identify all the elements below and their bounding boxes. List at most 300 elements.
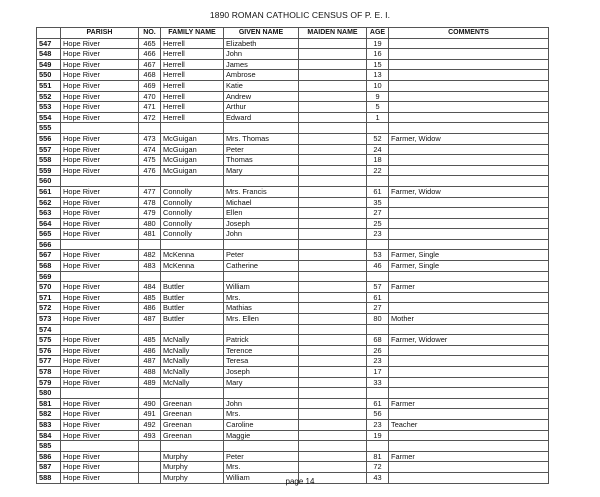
age-cell: 81 bbox=[367, 451, 389, 462]
row-number: 553 bbox=[37, 102, 61, 113]
age-cell: 13 bbox=[367, 70, 389, 81]
table-row bbox=[37, 144, 549, 155]
table-row bbox=[37, 398, 549, 409]
maiden-name-cell bbox=[299, 377, 367, 388]
parish-cell: Hope River bbox=[61, 229, 139, 240]
table-row bbox=[37, 133, 549, 144]
given-name-cell: Catherine bbox=[224, 261, 299, 272]
table-row bbox=[37, 409, 549, 420]
given-name-cell bbox=[224, 441, 299, 452]
row-number: 558 bbox=[37, 155, 61, 166]
parish-cell: Hope River bbox=[61, 80, 139, 91]
no-cell: 487 bbox=[139, 356, 161, 367]
maiden-name-cell bbox=[299, 208, 367, 219]
row-number: 565 bbox=[37, 229, 61, 240]
no-cell bbox=[139, 239, 161, 250]
comments-cell: Farmer bbox=[389, 282, 549, 293]
given-name-cell: John bbox=[224, 229, 299, 240]
maiden-name-cell bbox=[299, 133, 367, 144]
age-cell: 46 bbox=[367, 261, 389, 272]
family-name-cell: McNally bbox=[161, 356, 224, 367]
table-row bbox=[37, 208, 549, 219]
parish-cell bbox=[61, 123, 139, 134]
no-cell bbox=[139, 176, 161, 187]
age-cell: 17 bbox=[367, 367, 389, 378]
no-cell: 491 bbox=[139, 409, 161, 420]
table-row bbox=[37, 345, 549, 356]
given-name-cell: Mrs. bbox=[224, 409, 299, 420]
given-name-cell: James bbox=[224, 59, 299, 70]
given-name-cell: Peter bbox=[224, 451, 299, 462]
maiden-name-cell bbox=[299, 80, 367, 91]
table-row bbox=[37, 218, 549, 229]
family-name-cell: Buttler bbox=[161, 314, 224, 325]
comments-cell bbox=[389, 218, 549, 229]
age-cell: 22 bbox=[367, 165, 389, 176]
family-name-cell: Herrell bbox=[161, 102, 224, 113]
given-name-cell: Peter bbox=[224, 144, 299, 155]
parish-cell: Hope River bbox=[61, 430, 139, 441]
family-name-cell bbox=[161, 271, 224, 282]
age-cell: 61 bbox=[367, 186, 389, 197]
age-cell: 24 bbox=[367, 144, 389, 155]
row-number: 568 bbox=[37, 261, 61, 272]
parish-cell: Hope River bbox=[61, 409, 139, 420]
parish-cell: Hope River bbox=[61, 208, 139, 219]
family-name-cell: McGuigan bbox=[161, 133, 224, 144]
row-number: 572 bbox=[37, 303, 61, 314]
table-row bbox=[37, 155, 549, 166]
parish-cell bbox=[61, 441, 139, 452]
row-number: 582 bbox=[37, 409, 61, 420]
family-name-cell bbox=[161, 441, 224, 452]
given-name-cell: Terence bbox=[224, 345, 299, 356]
row-number: 557 bbox=[37, 144, 61, 155]
maiden-name-cell bbox=[299, 112, 367, 123]
family-name-cell: Murphy bbox=[161, 462, 224, 473]
family-name-cell: Buttler bbox=[161, 292, 224, 303]
table-row bbox=[37, 451, 549, 462]
maiden-name-cell bbox=[299, 271, 367, 282]
family-name-cell: Herrell bbox=[161, 49, 224, 60]
row-number: 584 bbox=[37, 430, 61, 441]
table-row bbox=[37, 229, 549, 240]
no-cell: 485 bbox=[139, 335, 161, 346]
comments-cell bbox=[389, 292, 549, 303]
parish-cell: Hope River bbox=[61, 102, 139, 113]
comments-cell bbox=[389, 441, 549, 452]
no-cell bbox=[139, 388, 161, 399]
row-number: 585 bbox=[37, 441, 61, 452]
age-cell bbox=[367, 388, 389, 399]
maiden-name-cell bbox=[299, 451, 367, 462]
age-cell: 68 bbox=[367, 335, 389, 346]
given-name-cell: John bbox=[224, 49, 299, 60]
age-cell: 61 bbox=[367, 398, 389, 409]
given-name-cell: Peter bbox=[224, 250, 299, 261]
given-name-cell bbox=[224, 123, 299, 134]
table-row bbox=[37, 112, 549, 123]
maiden-name-cell bbox=[299, 324, 367, 335]
no-cell: 490 bbox=[139, 398, 161, 409]
age-cell: 9 bbox=[367, 91, 389, 102]
given-name-cell: Elizabeth bbox=[224, 38, 299, 49]
comments-cell bbox=[389, 102, 549, 113]
family-name-cell: Connolly bbox=[161, 186, 224, 197]
age-cell: 10 bbox=[367, 80, 389, 91]
table-row bbox=[37, 250, 549, 261]
comments-cell bbox=[389, 239, 549, 250]
comments-cell bbox=[389, 197, 549, 208]
table-row bbox=[37, 176, 549, 187]
maiden-name-cell bbox=[299, 70, 367, 81]
maiden-name-cell bbox=[299, 155, 367, 166]
family-name-cell: Greenan bbox=[161, 398, 224, 409]
row-number: 577 bbox=[37, 356, 61, 367]
given-name-cell: Joseph bbox=[224, 367, 299, 378]
age-cell bbox=[367, 324, 389, 335]
table-row bbox=[37, 59, 549, 70]
comments-cell: Farmer bbox=[389, 398, 549, 409]
comments-cell bbox=[389, 356, 549, 367]
family-name-cell: Herrell bbox=[161, 80, 224, 91]
family-name-cell: Greenan bbox=[161, 409, 224, 420]
comments-cell bbox=[389, 70, 549, 81]
no-cell: 468 bbox=[139, 70, 161, 81]
no-cell: 465 bbox=[139, 38, 161, 49]
maiden-name-cell bbox=[299, 367, 367, 378]
comments-cell bbox=[389, 144, 549, 155]
family-name-cell: McGuigan bbox=[161, 165, 224, 176]
no-cell: 475 bbox=[139, 155, 161, 166]
table-row bbox=[37, 303, 549, 314]
no-cell bbox=[139, 324, 161, 335]
no-cell bbox=[139, 441, 161, 452]
maiden-name-cell bbox=[299, 292, 367, 303]
no-cell bbox=[139, 271, 161, 282]
table-row bbox=[37, 123, 549, 134]
family-name-cell bbox=[161, 176, 224, 187]
row-number: 547 bbox=[37, 38, 61, 49]
comments-cell bbox=[389, 388, 549, 399]
row-number: 555 bbox=[37, 123, 61, 134]
given-name-cell: Mrs. bbox=[224, 462, 299, 473]
maiden-name-cell bbox=[299, 409, 367, 420]
row-number: 549 bbox=[37, 59, 61, 70]
row-number: 550 bbox=[37, 70, 61, 81]
family-name-cell: Greenan bbox=[161, 419, 224, 430]
row-number: 571 bbox=[37, 292, 61, 303]
row-number: 564 bbox=[37, 218, 61, 229]
comments-cell bbox=[389, 155, 549, 166]
parish-cell bbox=[61, 176, 139, 187]
comments-cell bbox=[389, 165, 549, 176]
no-cell: 486 bbox=[139, 345, 161, 356]
parish-cell: Hope River bbox=[61, 49, 139, 60]
age-cell: 80 bbox=[367, 314, 389, 325]
table-row bbox=[37, 441, 549, 452]
comments-cell bbox=[389, 112, 549, 123]
age-cell: 1 bbox=[367, 112, 389, 123]
table-row bbox=[37, 70, 549, 81]
age-cell: 19 bbox=[367, 430, 389, 441]
table-row bbox=[37, 197, 549, 208]
given-name-cell: John bbox=[224, 398, 299, 409]
no-cell: 489 bbox=[139, 377, 161, 388]
maiden-name-cell bbox=[299, 38, 367, 49]
table-row bbox=[37, 292, 549, 303]
comments-cell: Farmer bbox=[389, 451, 549, 462]
family-name-cell: Buttler bbox=[161, 282, 224, 293]
comments-cell bbox=[389, 409, 549, 420]
parish-cell: Hope River bbox=[61, 292, 139, 303]
row-number: 576 bbox=[37, 345, 61, 356]
no-cell: 485 bbox=[139, 292, 161, 303]
parish-cell: Hope River bbox=[61, 462, 139, 473]
parish-cell: Hope River bbox=[61, 314, 139, 325]
no-cell: 477 bbox=[139, 186, 161, 197]
family-name-cell: Herrell bbox=[161, 112, 224, 123]
comments-cell: Mother bbox=[389, 314, 549, 325]
parish-cell: Hope River bbox=[61, 472, 139, 483]
no-cell: 474 bbox=[139, 144, 161, 155]
parish-cell: Hope River bbox=[61, 377, 139, 388]
no-cell: 478 bbox=[139, 197, 161, 208]
row-number: 570 bbox=[37, 282, 61, 293]
maiden-name-cell bbox=[299, 261, 367, 272]
given-name-cell bbox=[224, 324, 299, 335]
comments-cell: Farmer, Widow bbox=[389, 186, 549, 197]
family-name-cell: McNally bbox=[161, 367, 224, 378]
comments-cell bbox=[389, 80, 549, 91]
table-row bbox=[37, 462, 549, 473]
no-cell: 492 bbox=[139, 419, 161, 430]
comments-cell: Farmer, Single bbox=[389, 261, 549, 272]
given-name-cell: Teresa bbox=[224, 356, 299, 367]
family-name-cell: Herrell bbox=[161, 70, 224, 81]
age-cell: 25 bbox=[367, 218, 389, 229]
no-cell: 470 bbox=[139, 91, 161, 102]
row-number: 569 bbox=[37, 271, 61, 282]
comments-cell: Farmer, Widower bbox=[389, 335, 549, 346]
family-name-cell: McNally bbox=[161, 335, 224, 346]
table-row bbox=[37, 388, 549, 399]
parish-cell: Hope River bbox=[61, 59, 139, 70]
given-name-cell bbox=[224, 239, 299, 250]
age-cell: 53 bbox=[367, 250, 389, 261]
comments-cell bbox=[389, 38, 549, 49]
given-name-cell: Patrick bbox=[224, 335, 299, 346]
comments-cell bbox=[389, 176, 549, 187]
no-cell: 473 bbox=[139, 133, 161, 144]
family-name-cell: McNally bbox=[161, 377, 224, 388]
no-cell: 486 bbox=[139, 303, 161, 314]
parish-cell bbox=[61, 324, 139, 335]
maiden-name-cell bbox=[299, 176, 367, 187]
page-number: page 14 bbox=[285, 477, 315, 486]
row-number: 574 bbox=[37, 324, 61, 335]
maiden-name-cell bbox=[299, 398, 367, 409]
parish-cell: Hope River bbox=[61, 165, 139, 176]
row-number: 561 bbox=[37, 186, 61, 197]
given-name-cell: Mathias bbox=[224, 303, 299, 314]
table-row bbox=[37, 165, 549, 176]
family-name-cell: Connolly bbox=[161, 208, 224, 219]
given-name-cell: Katie bbox=[224, 80, 299, 91]
no-cell: 476 bbox=[139, 165, 161, 176]
parish-cell: Hope River bbox=[61, 419, 139, 430]
table-row bbox=[37, 91, 549, 102]
header-given-name: GIVEN NAME bbox=[224, 28, 299, 39]
maiden-name-cell bbox=[299, 218, 367, 229]
given-name-cell: Maggie bbox=[224, 430, 299, 441]
header-parish: PARISH bbox=[61, 28, 139, 39]
table-row bbox=[37, 38, 549, 49]
age-cell: 56 bbox=[367, 409, 389, 420]
comments-cell bbox=[389, 367, 549, 378]
maiden-name-cell bbox=[299, 356, 367, 367]
given-name-cell: Ambrose bbox=[224, 70, 299, 81]
comments-cell bbox=[389, 303, 549, 314]
parish-cell bbox=[61, 239, 139, 250]
row-number: 551 bbox=[37, 80, 61, 91]
census-table bbox=[36, 27, 549, 484]
age-cell: 27 bbox=[367, 303, 389, 314]
parish-cell: Hope River bbox=[61, 282, 139, 293]
comments-cell bbox=[389, 430, 549, 441]
table-row bbox=[37, 80, 549, 91]
family-name-cell: Herrell bbox=[161, 91, 224, 102]
given-name-cell bbox=[224, 271, 299, 282]
row-number: 560 bbox=[37, 176, 61, 187]
row-number: 583 bbox=[37, 419, 61, 430]
family-name-cell: Herrell bbox=[161, 38, 224, 49]
page-title: 1890 ROMAN CATHOLIC CENSUS OF P. E. I. bbox=[209, 10, 391, 20]
census-body bbox=[37, 38, 549, 483]
given-name-cell: Ellen bbox=[224, 208, 299, 219]
no-cell: 488 bbox=[139, 367, 161, 378]
parish-cell: Hope River bbox=[61, 218, 139, 229]
maiden-name-cell bbox=[299, 430, 367, 441]
header-row bbox=[37, 28, 549, 39]
row-number: 554 bbox=[37, 112, 61, 123]
family-name-cell: McGuigan bbox=[161, 144, 224, 155]
maiden-name-cell bbox=[299, 239, 367, 250]
row-number: 563 bbox=[37, 208, 61, 219]
no-cell bbox=[139, 123, 161, 134]
family-name-cell: McKenna bbox=[161, 250, 224, 261]
no-cell: 493 bbox=[139, 430, 161, 441]
age-cell bbox=[367, 271, 389, 282]
given-name-cell: William bbox=[224, 472, 299, 483]
age-cell bbox=[367, 239, 389, 250]
no-cell bbox=[139, 462, 161, 473]
family-name-cell bbox=[161, 123, 224, 134]
maiden-name-cell bbox=[299, 388, 367, 399]
comments-cell bbox=[389, 91, 549, 102]
given-name-cell: Mrs. Ellen bbox=[224, 314, 299, 325]
family-name-cell: Greenan bbox=[161, 430, 224, 441]
table-row bbox=[37, 186, 549, 197]
age-cell bbox=[367, 441, 389, 452]
no-cell: 466 bbox=[139, 49, 161, 60]
given-name-cell bbox=[224, 388, 299, 399]
age-cell bbox=[367, 176, 389, 187]
parish-cell: Hope River bbox=[61, 112, 139, 123]
header-rownum bbox=[37, 28, 61, 39]
comments-cell bbox=[389, 208, 549, 219]
family-name-cell: Connolly bbox=[161, 197, 224, 208]
parish-cell: Hope River bbox=[61, 356, 139, 367]
family-name-cell: Connolly bbox=[161, 229, 224, 240]
row-number: 580 bbox=[37, 388, 61, 399]
table-row bbox=[37, 239, 549, 250]
family-name-cell bbox=[161, 388, 224, 399]
row-number: 581 bbox=[37, 398, 61, 409]
table-row bbox=[37, 367, 549, 378]
table-row bbox=[37, 261, 549, 272]
given-name-cell: Mrs. bbox=[224, 292, 299, 303]
given-name-cell: Edward bbox=[224, 112, 299, 123]
given-name-cell: Mrs. Francis bbox=[224, 186, 299, 197]
parish-cell: Hope River bbox=[61, 197, 139, 208]
family-name-cell: McKenna bbox=[161, 261, 224, 272]
table-row bbox=[37, 271, 549, 282]
row-number: 548 bbox=[37, 49, 61, 60]
comments-cell bbox=[389, 123, 549, 134]
age-cell: 33 bbox=[367, 377, 389, 388]
given-name-cell bbox=[224, 176, 299, 187]
given-name-cell: Mrs. Thomas bbox=[224, 133, 299, 144]
no-cell: 481 bbox=[139, 229, 161, 240]
maiden-name-cell bbox=[299, 186, 367, 197]
parish-cell: Hope River bbox=[61, 91, 139, 102]
maiden-name-cell bbox=[299, 59, 367, 70]
row-number: 573 bbox=[37, 314, 61, 325]
maiden-name-cell bbox=[299, 303, 367, 314]
age-cell: 5 bbox=[367, 102, 389, 113]
age-cell: 23 bbox=[367, 419, 389, 430]
given-name-cell: Andrew bbox=[224, 91, 299, 102]
table-row bbox=[37, 335, 549, 346]
maiden-name-cell bbox=[299, 102, 367, 113]
parish-cell bbox=[61, 271, 139, 282]
age-cell: 52 bbox=[367, 133, 389, 144]
age-cell bbox=[367, 123, 389, 134]
header-no: NO. bbox=[139, 28, 161, 39]
given-name-cell: William bbox=[224, 282, 299, 293]
age-cell: 23 bbox=[367, 229, 389, 240]
given-name-cell: Mary bbox=[224, 377, 299, 388]
no-cell: 472 bbox=[139, 112, 161, 123]
no-cell: 483 bbox=[139, 261, 161, 272]
maiden-name-cell bbox=[299, 462, 367, 473]
age-cell: 35 bbox=[367, 197, 389, 208]
given-name-cell: Thomas bbox=[224, 155, 299, 166]
age-cell: 23 bbox=[367, 356, 389, 367]
maiden-name-cell bbox=[299, 314, 367, 325]
row-number: 559 bbox=[37, 165, 61, 176]
parish-cell: Hope River bbox=[61, 133, 139, 144]
parish-cell: Hope River bbox=[61, 38, 139, 49]
age-cell: 16 bbox=[367, 49, 389, 60]
row-number: 567 bbox=[37, 250, 61, 261]
row-number: 586 bbox=[37, 451, 61, 462]
table-row bbox=[37, 430, 549, 441]
age-cell: 61 bbox=[367, 292, 389, 303]
table-row bbox=[37, 377, 549, 388]
no-cell bbox=[139, 451, 161, 462]
